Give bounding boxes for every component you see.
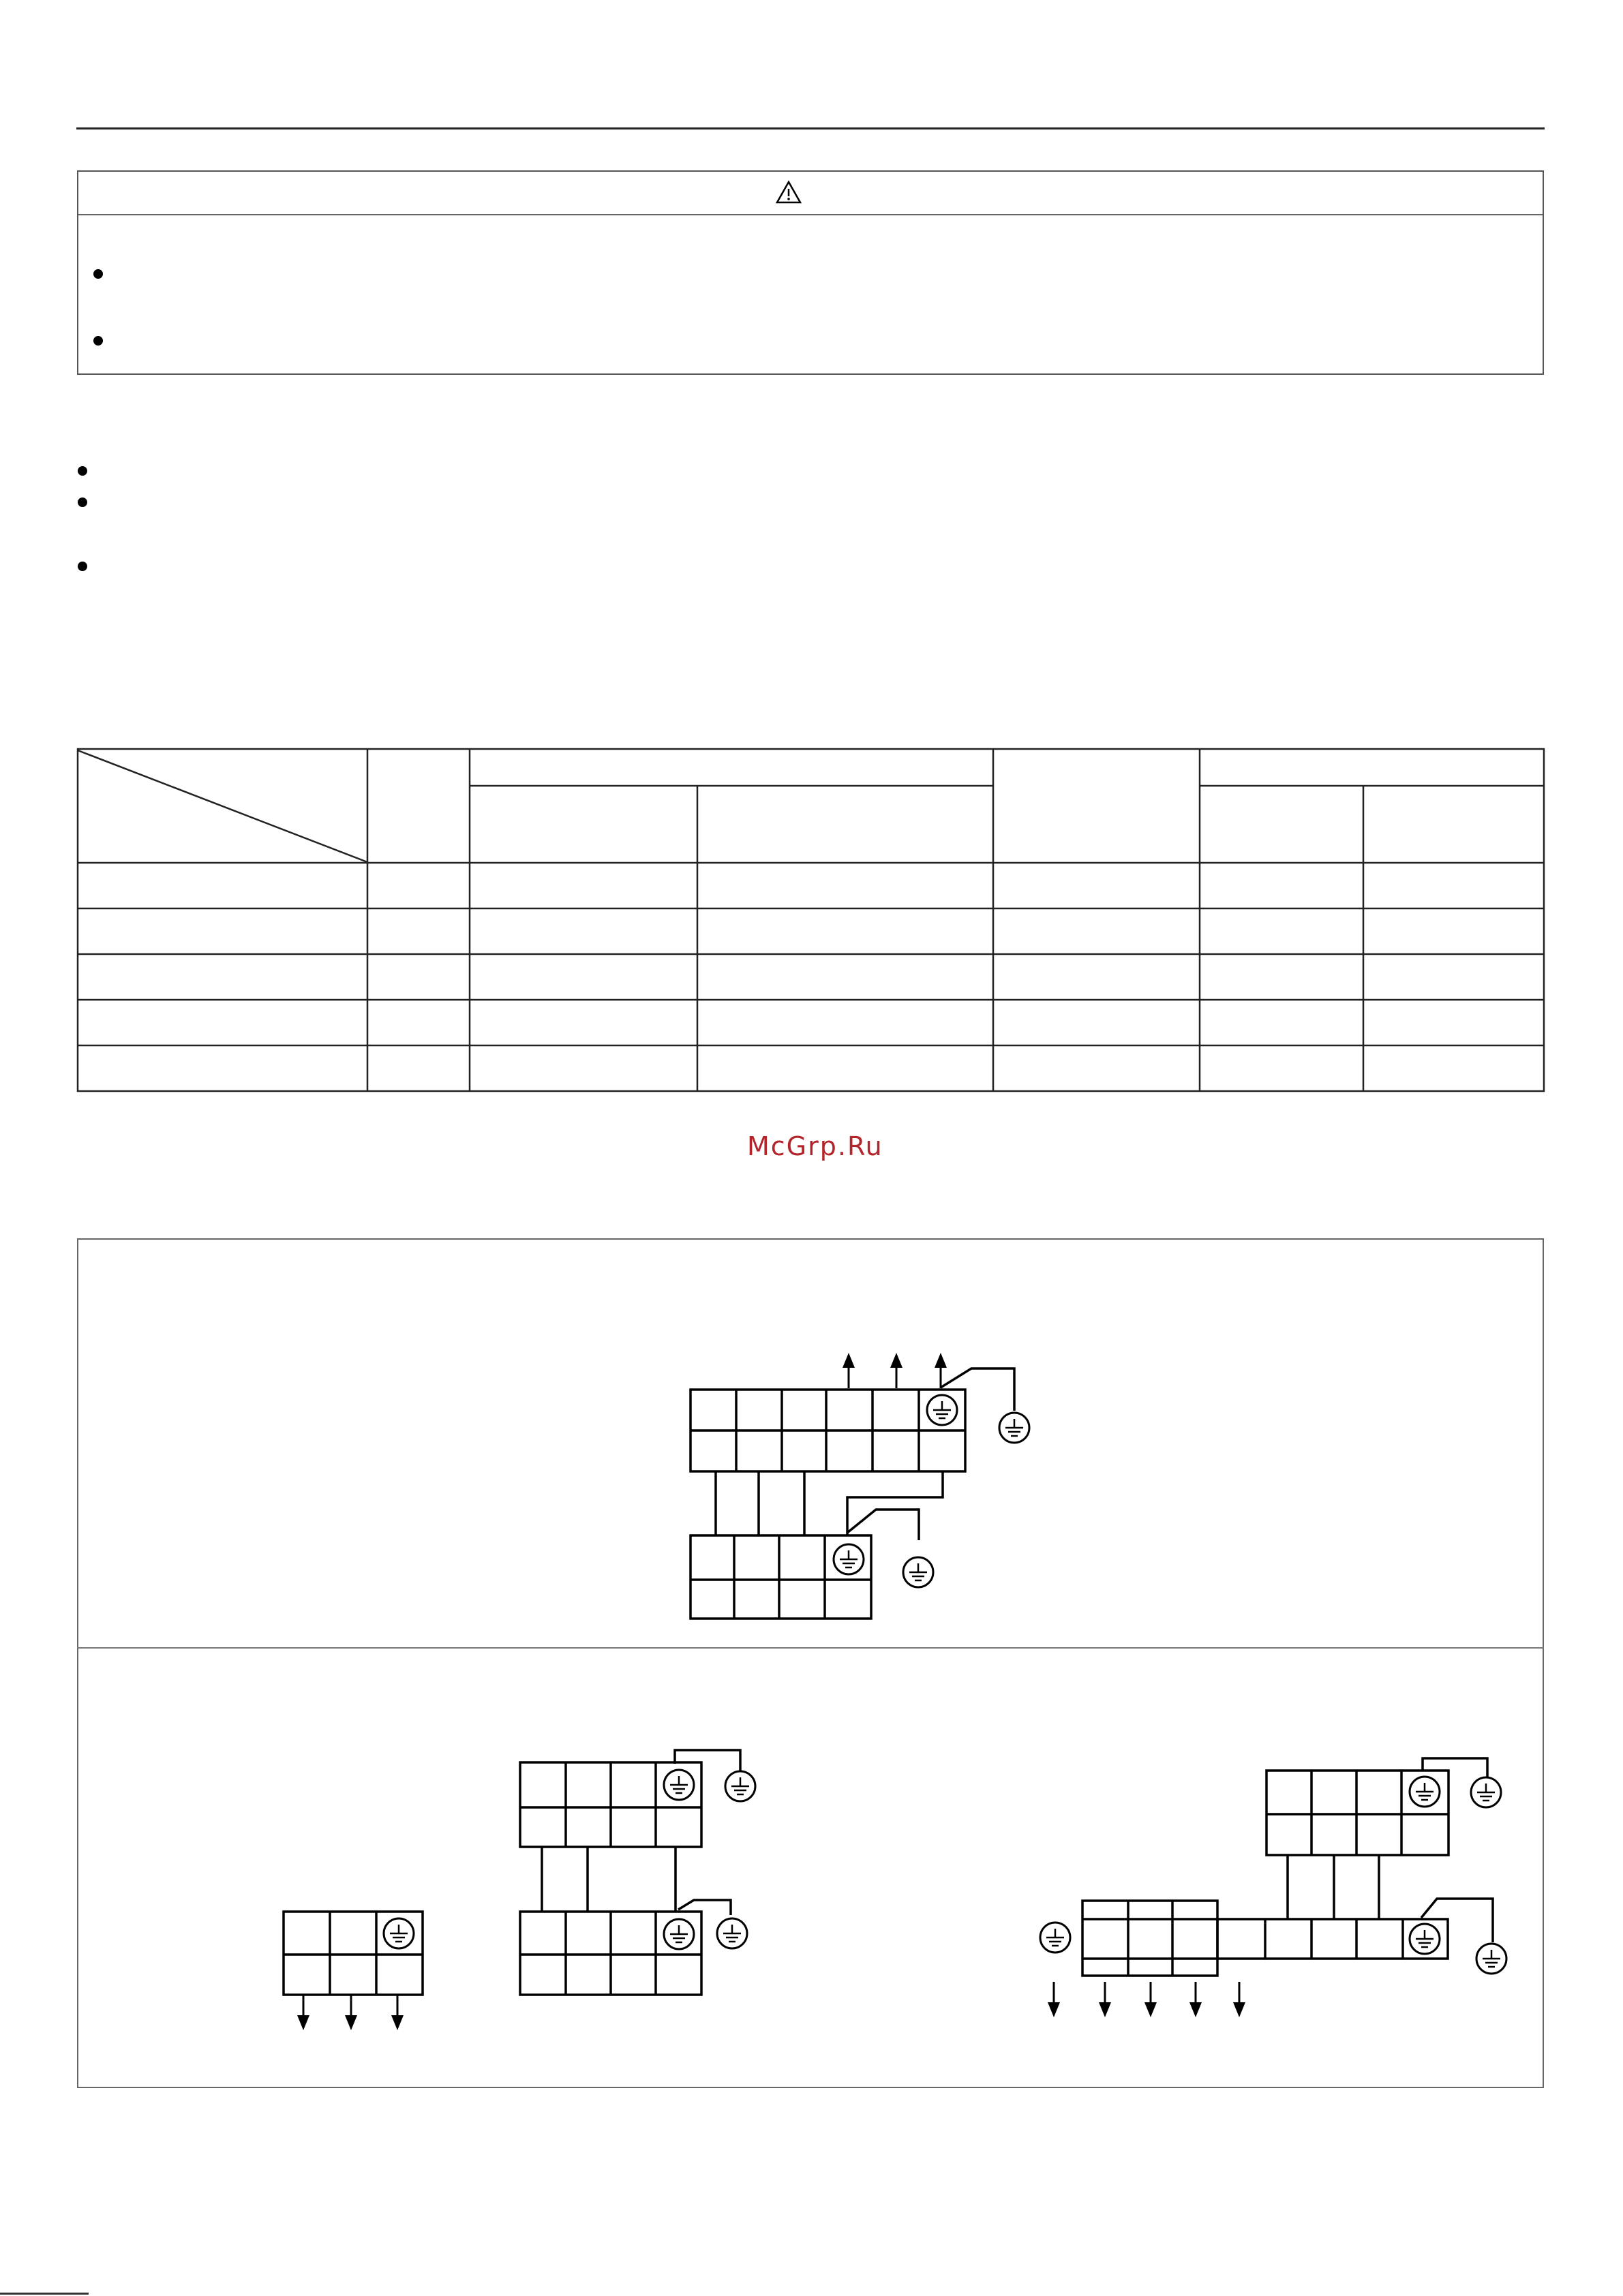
ground-icon — [1040, 1923, 1070, 1953]
watermark: McGrp.Ru — [747, 1131, 883, 1161]
ground-icon — [1471, 1777, 1501, 1807]
ground-icon — [717, 1918, 747, 1948]
arrow-down-icon — [391, 1995, 404, 2030]
arrow-up-icon — [890, 1353, 902, 1388]
arrow-down-icon — [1144, 1982, 1157, 2017]
arrow-up-icon — [935, 1353, 947, 1388]
arrow-down-icon — [297, 1995, 309, 2030]
ground-icon — [725, 1771, 755, 1801]
ground-icon — [927, 1395, 957, 1425]
ground-icon — [999, 1413, 1029, 1443]
ground-icon — [664, 1770, 694, 1800]
ground-icon — [1476, 1944, 1506, 1974]
terminal-block-4b — [1082, 1901, 1217, 1976]
ground-icon — [384, 1918, 414, 1948]
ground-icon — [1410, 1777, 1440, 1807]
footer-mark — [0, 2293, 89, 2295]
arrow-down-icon — [1099, 1982, 1111, 2017]
wiring-diagrams — [0, 1295, 1623, 2045]
arrow-down-icon — [345, 1995, 357, 2030]
arrow-down-icon — [1233, 1982, 1245, 2017]
arrow-down-icon — [1189, 1982, 1202, 2017]
ground-icon — [834, 1544, 864, 1574]
ground-icon — [1410, 1924, 1440, 1954]
spec-table — [0, 0, 1623, 1124]
ground-icon — [903, 1557, 933, 1587]
table-diagonal — [78, 750, 367, 862]
ground-icon — [664, 1919, 694, 1949]
arrow-down-icon — [1048, 1982, 1060, 2017]
arrow-up-icon — [843, 1353, 855, 1388]
